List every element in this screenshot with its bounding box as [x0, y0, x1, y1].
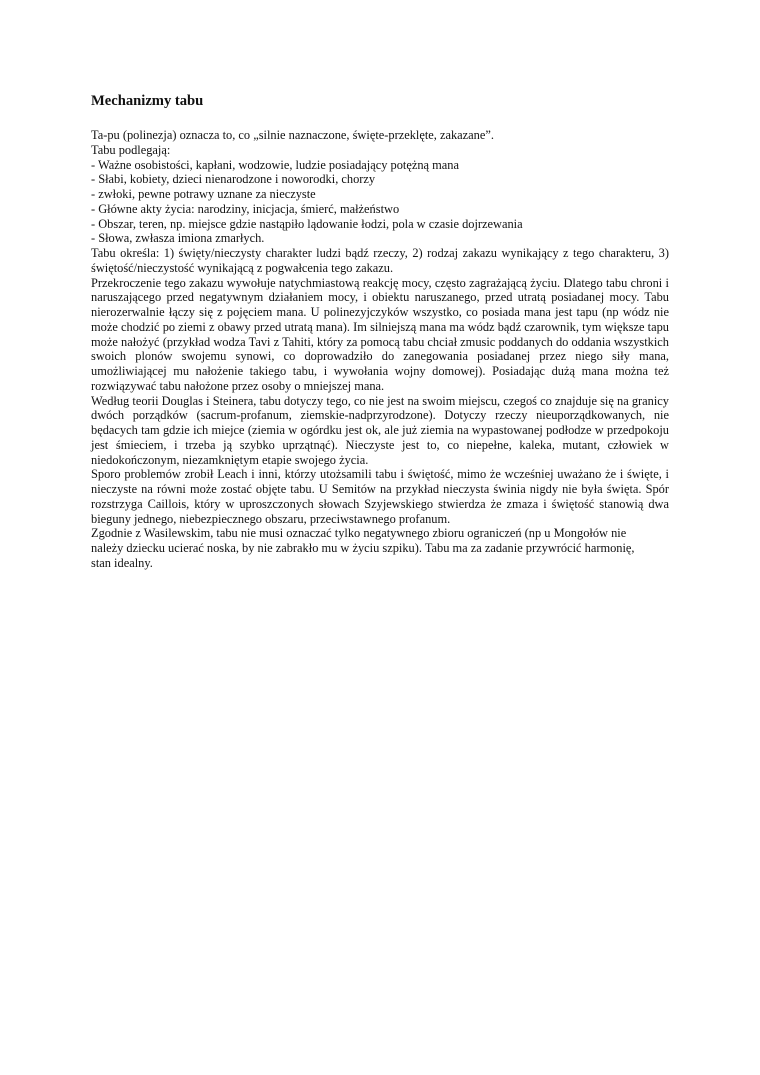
intro-paragraph: Ta-pu (polinezja) oznacza to, co „silnie naznaczone, święte-przeklęte, zakazane”. — [91, 128, 494, 142]
list-item: - Główne akty życia: narodziny, inicjacja, śmierć, małżeństwo — [91, 201, 400, 216]
document-title: Mechanizmy tabu — [91, 93, 204, 109]
body-paragraph-leach: Sporo problemów zrobił Leach i inni, którzy utożsamili tabu i świętość, mimo że wcześniej uważano że i święte, i nieczyste na równi może zostać objęte tabu. U Semitów na przykład nieczysta świnia nigdy nie była święta. Spór rozstrzyga Caillois, który w uproszczonych słowach Szyjewskiego stwierdza że zmaza i świętość stanowią dwa bieguny jednego, niebezpiecznego obszaru, przeciwstawnego profanum. — [91, 467, 669, 526]
body-paragraph-mana: Przekroczenie tego zakazu wywołuje natychmiastową reakcję mocy, często zagrażającą życiu. Dlatego tabu chroni i naruszającego przed negatywnym działaniem mocy, i obiektu naruszanego, przed utratą posiadanej mocy. Tabu nierozerwalnie łączy się z pojęciem mana. U polinezyjczyków wszystko, co posiada mana jest tapu (np wódz nie może chodzić po ziemi z obawy przed utratą mana). Im silniejszą mana ma wódz bądź czarownik, tym większe tapu może nałożyć (przykład wodza Tavi z Tahiti, który za pomocą tabu chciał zmusic poddanych do oddania wszystkich swoich plonów swojemu synowi, co doprowadziło do zanegowania posiadanej przez niego siły mana, umożliwiającej mu nałożenie takiego tabu, i wywołania wojny domowej). Posiadając dużą mana można też rozwiązywać tabu nałożone przez osoby o mniejszej mana. — [91, 275, 669, 393]
list-item: - zwłoki, pewne potrawy uznane za nieczyste — [91, 187, 316, 201]
taboo-list — [91, 158, 669, 247]
closing-line: stan idealny. — [91, 555, 153, 570]
closing-paragraph — [91, 526, 669, 570]
list-item: - Obszar, teren, np. miejsce gdzie nastąpiło lądowanie łodzi, pola w czasie dojrzewania — [91, 216, 523, 231]
list-item: - Słowa, zwłasza imiona zmarłych. — [91, 231, 265, 246]
body-paragraph-douglas: Według teorii Douglas i Steinera, tabu dotyczy tego, co nie jest na swoim miejscu, czegoś co znajduje się na granicy dwóch porządków (sacrum-profanum, ziemskie-nadprzyrodzone). Dotyczy rzeczy nieuporządkowanych, nie będacych tam gdzie ich miejce (ziemia w ogórdku jest ok, ale już ziemia na wypastowanej podłodze w przedpokoju jest śmieciem, i trzeba ją szybko uprzątnąć). Nieczyste jest to, co niepełne, kaleka, mutant, człowiek w niedokończonym, niezamkniętym etapie swojego życia. — [91, 393, 669, 467]
list-item: - Ważne osobistości, kapłani, wodzowie, ludzie posiadający potężną mana — [91, 157, 459, 172]
list-heading: Tabu podlegają: — [91, 142, 171, 157]
body-paragraph-definition: Tabu określa: 1) święty/nieczysty charakter ludzi bądź rzeczy, 2) rodzaj zakazu wynikający z tego charakteru, 3) świętość/nieczystość wynikającą z pogwałcenia tego zakazu. — [91, 246, 669, 275]
closing-line: Zgodnie z Wasilewskim, tabu nie musi oznaczać tylko negatywnego zbioru ograniczeń (np u Mongołów nie — [91, 526, 627, 541]
closing-line: należy dziecku ucierać noska, by nie zabrakło mu w życiu szpiku). Tabu ma za zadanie przywrócić harmonię, — [91, 541, 635, 555]
document-page — [91, 92, 669, 571]
list-item: - Słabi, kobiety, dzieci nienarodzone i noworodki, chorzy — [91, 172, 376, 187]
